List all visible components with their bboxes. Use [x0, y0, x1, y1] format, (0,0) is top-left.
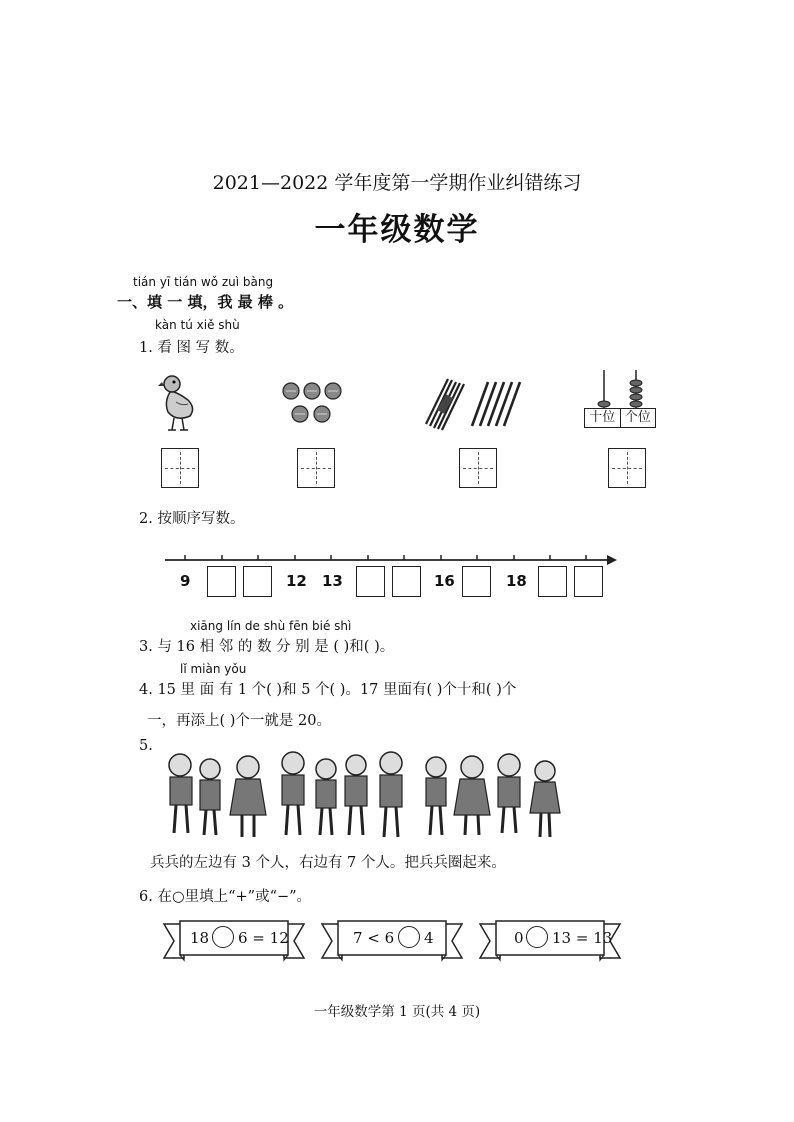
number-line-13: 13	[322, 572, 343, 590]
number-line-18: 18	[506, 572, 527, 590]
answer-box-sticks[interactable]	[459, 448, 497, 488]
page-footer: 一年级数学第 1 页(共 4 页)	[313, 1004, 481, 1020]
q2-text: 2. 按顺序写数。	[139, 511, 245, 527]
tens-place-label: 十位	[585, 409, 621, 427]
ones-place-label: 个位	[624, 410, 651, 425]
q4-line2: 一，再添上( )个一就是 20。	[147, 713, 331, 729]
document-title: 一年级数学	[314, 212, 480, 248]
equation-ribbon-1	[162, 920, 306, 962]
q3-pinyin: xiāng lín de shù fēn bié shì	[190, 619, 352, 633]
number-line-box-19[interactable]	[538, 566, 567, 597]
children-lineup-image	[160, 745, 564, 845]
eq1-right: 6 = 12	[238, 929, 289, 947]
number-line-box-15[interactable]	[392, 566, 421, 597]
number-line-box-14[interactable]	[356, 566, 385, 597]
eq2-left: 7 < 6	[353, 929, 395, 947]
abacus-image	[584, 368, 656, 430]
number-line-box-20[interactable]	[574, 566, 603, 597]
sticks-bundle-image	[424, 376, 524, 432]
abacus-rods	[584, 368, 656, 408]
number-line-16: 16	[434, 572, 455, 590]
number-line-12: 12	[286, 572, 307, 590]
eq3-operator-circle[interactable]	[526, 926, 548, 948]
eq3-left: 0	[514, 929, 524, 947]
duck-image	[158, 372, 198, 434]
q3-text: 3. 与 16 相 邻 的 数 分 别 是 ( )和( )。	[139, 639, 395, 655]
section1-heading: 一、填 一 填，我 最 棒 。	[117, 293, 294, 311]
eq2-right: 4	[424, 929, 434, 947]
answer-box-abacus[interactable]	[608, 448, 646, 488]
answer-box-duck[interactable]	[161, 448, 199, 488]
number-line-box-11[interactable]	[243, 566, 272, 597]
equation-ribbon-2	[320, 920, 464, 962]
eq1-operator-circle[interactable]	[212, 926, 234, 948]
q4-line1: 4. 15 里 面 有 1 个( )和 5 个( )。17 里面有( )个十和( )个	[139, 682, 517, 698]
equation-ribbon-3	[478, 920, 622, 962]
q6-text: 6. 在○里填上“+”或“−”。	[139, 889, 312, 905]
number-line-9: 9	[180, 572, 191, 590]
q5-text: 兵兵的左边有 3 个人，右边有 7 个人。把兵兵圈起来。	[150, 855, 506, 871]
document-subtitle: 2021—2022 学年度第一学期作业纠错练习	[212, 172, 582, 194]
q4-pinyin: lǐ miàn yǒu	[180, 662, 247, 676]
shells-image	[282, 380, 342, 428]
q1-pinyin: kàn tú xiě shù	[155, 318, 240, 332]
q5-label: 5.	[139, 738, 153, 754]
answer-box-shells[interactable]	[297, 448, 335, 488]
number-line-box-10[interactable]	[207, 566, 236, 597]
eq3-right: 13 = 13	[552, 929, 613, 947]
abacus-place-labels	[584, 408, 656, 428]
section1-pinyin: tián yī tián wǒ zuì bàng	[133, 275, 274, 289]
q1-text: 1. 看 图 写 数。	[139, 340, 244, 356]
eq2-operator-circle[interactable]	[398, 926, 420, 948]
number-line-box-17[interactable]	[462, 566, 491, 597]
eq1-left: 18	[190, 929, 210, 947]
